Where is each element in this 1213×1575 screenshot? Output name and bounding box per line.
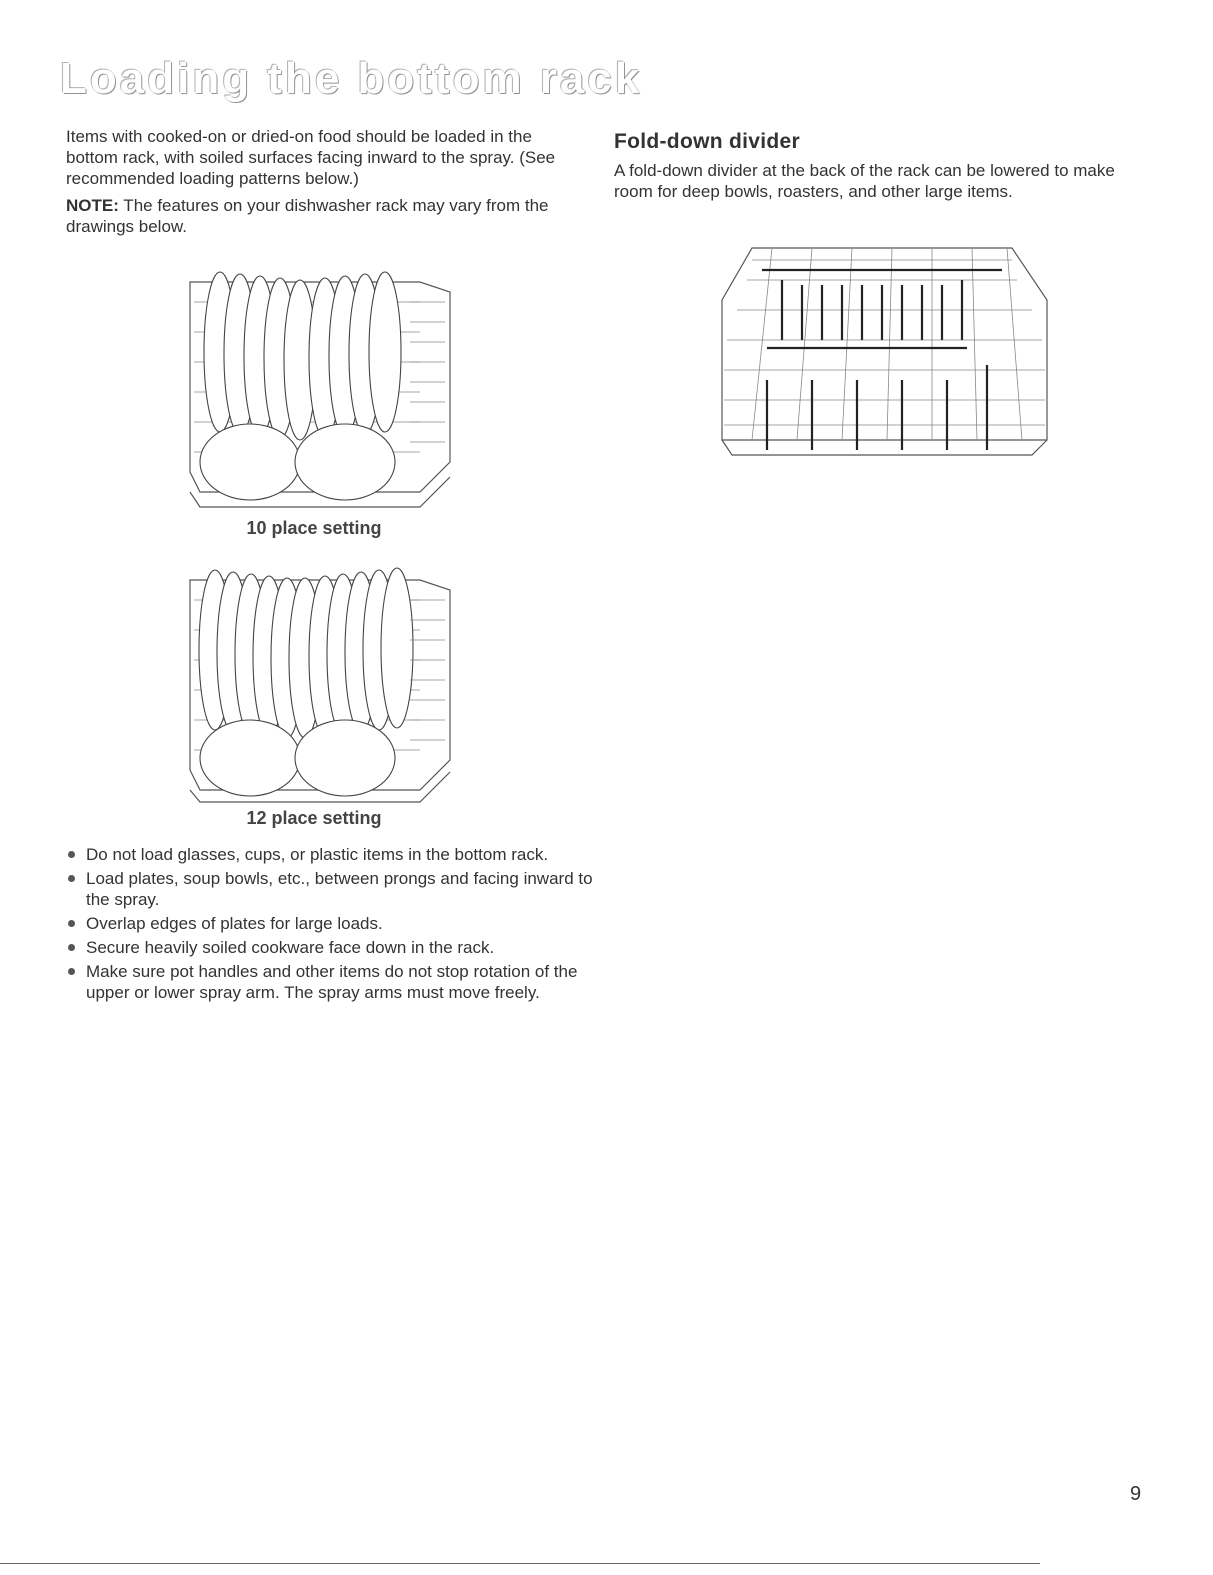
bullet-icon <box>68 920 75 927</box>
fold-down-divider-illustration <box>712 240 1057 465</box>
left-column <box>66 126 586 243</box>
figure-caption-12-place: 12 place setting <box>246 808 382 828</box>
loading-tips-list <box>66 844 606 1006</box>
note-paragraph <box>66 195 586 237</box>
list-item: Load plates, soup bowls, etc., between prongs and facing inward to the spray. <box>66 868 606 910</box>
figure-caption-10-place: 10 place setting <box>246 518 382 538</box>
fold-down-paragraph: A fold-down divider at the back of the rack can be lowered to make room for deep bowls, roasters, and other large items. <box>614 161 1115 201</box>
right-column <box>614 130 1154 208</box>
section-heading: Fold-down divider <box>614 130 800 153</box>
fold-down-divider <box>762 270 1002 348</box>
list-item: Make sure pot handles and other items do not stop rotation of the upper or lower spray arm. The spray arms must move freely. <box>66 961 606 1003</box>
bowls-front <box>200 720 395 796</box>
note-text: The features on your dishwasher rack may vary from the drawings below. <box>66 196 549 236</box>
footer-rule <box>0 1563 1040 1564</box>
page-title: Loading the bottom rack <box>60 54 643 103</box>
front-tines <box>767 365 987 450</box>
list-item: Do not load glasses, cups, or plastic items in the bottom rack. <box>66 844 606 865</box>
rack-illustration-12-place <box>180 560 460 805</box>
bullet-icon <box>68 875 75 882</box>
list-item: Overlap edges of plates for large loads. <box>66 913 606 934</box>
bullet-icon <box>68 851 75 858</box>
note-label: NOTE: <box>66 196 119 215</box>
bullet-icon <box>68 968 75 975</box>
list-item: Secure heavily soiled cookware face down in the rack. <box>66 937 606 958</box>
plates-row <box>199 568 413 738</box>
page-number: 9 <box>1130 1483 1142 1505</box>
intro-paragraph: Items with cooked-on or dried-on food should be loaded in the bottom rack, with soiled surfaces facing inward to the spray. (See recommended loading patterns below.) <box>66 127 556 188</box>
rack-illustration-10-place <box>180 262 460 512</box>
plates-row <box>204 272 401 440</box>
bullet-icon <box>68 944 75 951</box>
